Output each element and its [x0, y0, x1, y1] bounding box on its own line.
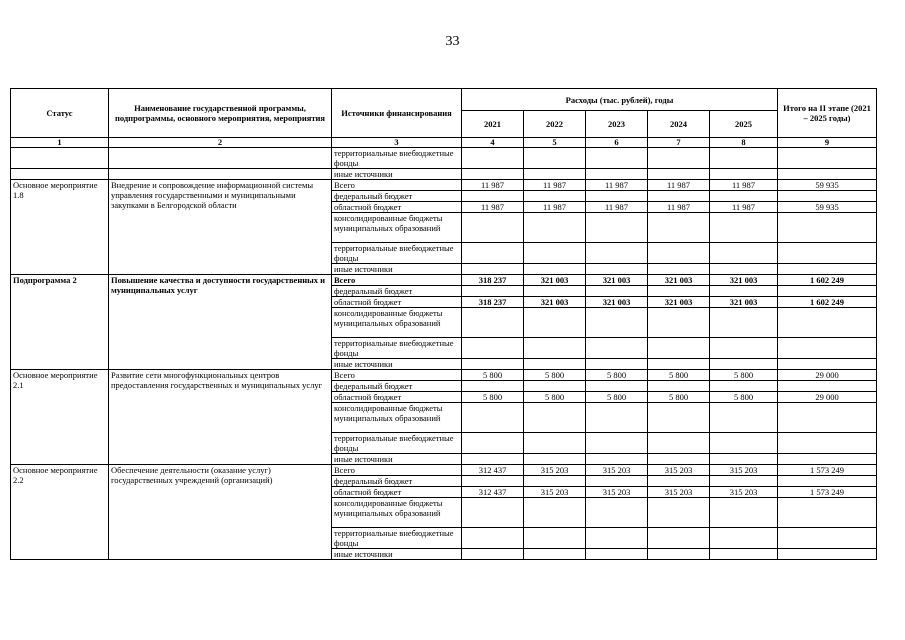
value-cell: 11 987 [462, 180, 524, 191]
value-cell [462, 338, 524, 359]
source-cell: иные источники [332, 454, 462, 465]
value-cell [462, 308, 524, 338]
value-cell [710, 433, 778, 454]
source-cell: областной бюджет [332, 297, 462, 308]
source-cell: федеральный бюджет [332, 191, 462, 202]
value-cell [524, 359, 586, 370]
value-cell [710, 454, 778, 465]
value-cell [462, 528, 524, 549]
value-cell [648, 359, 710, 370]
value-cell [586, 191, 648, 202]
value-cell [648, 338, 710, 359]
total-cell: 1 573 249 [778, 465, 877, 476]
status-cell: Основное мероприятие 2.1 [11, 370, 109, 465]
value-cell [710, 549, 778, 560]
value-cell: 315 203 [586, 465, 648, 476]
status-cell [11, 169, 109, 180]
value-cell [648, 243, 710, 264]
value-cell [524, 213, 586, 243]
status-cell [11, 148, 109, 169]
column-number: 7 [648, 138, 710, 148]
total-cell: 59 935 [778, 202, 877, 213]
value-cell [648, 433, 710, 454]
value-cell [524, 308, 586, 338]
total-cell [778, 338, 877, 359]
value-cell [586, 433, 648, 454]
value-cell [524, 338, 586, 359]
table-row [11, 275, 877, 286]
source-cell: иные источники [332, 264, 462, 275]
value-cell [586, 308, 648, 338]
value-cell [524, 476, 586, 487]
value-cell [648, 528, 710, 549]
value-cell: 321 003 [648, 275, 710, 286]
value-cell: 5 800 [586, 392, 648, 403]
value-cell [524, 454, 586, 465]
value-cell: 11 987 [710, 180, 778, 191]
total-cell [778, 243, 877, 264]
source-cell: областной бюджет [332, 202, 462, 213]
value-cell [524, 403, 586, 433]
total-cell [778, 498, 877, 528]
total-cell [778, 476, 877, 487]
source-cell: территориальные внебюджетные фонды [332, 243, 462, 264]
source-cell: федеральный бюджет [332, 381, 462, 392]
value-cell: 11 987 [648, 202, 710, 213]
header-year: 2024 [648, 111, 710, 138]
value-cell: 321 003 [710, 275, 778, 286]
value-cell [710, 381, 778, 392]
value-cell: 315 203 [586, 487, 648, 498]
total-cell [778, 433, 877, 454]
funding-table [10, 88, 877, 560]
total-cell [778, 403, 877, 433]
total-cell: 1 573 249 [778, 487, 877, 498]
value-cell [710, 498, 778, 528]
value-cell: 315 203 [710, 487, 778, 498]
value-cell: 321 003 [710, 297, 778, 308]
value-cell: 321 003 [586, 297, 648, 308]
value-cell: 315 203 [524, 487, 586, 498]
source-cell: областной бюджет [332, 392, 462, 403]
value-cell [462, 476, 524, 487]
value-cell [586, 403, 648, 433]
value-cell [462, 359, 524, 370]
value-cell [648, 381, 710, 392]
value-cell [524, 433, 586, 454]
value-cell: 11 987 [586, 202, 648, 213]
value-cell [586, 528, 648, 549]
value-cell [462, 381, 524, 392]
value-cell: 318 237 [462, 275, 524, 286]
value-cell [524, 191, 586, 202]
column-number: 2 [109, 138, 332, 148]
value-cell: 5 800 [462, 392, 524, 403]
total-cell: 59 935 [778, 180, 877, 191]
source-cell: консолидированные бюджеты муниципальных образований [332, 403, 462, 433]
value-cell: 11 987 [586, 180, 648, 191]
name-cell: Внедрение и сопровождение информационной системы управления государственными и муниципальными закупками в Белгородской области [109, 180, 332, 275]
value-cell [586, 338, 648, 359]
value-cell: 5 800 [524, 370, 586, 381]
value-cell [524, 243, 586, 264]
header-year: 2021 [462, 111, 524, 138]
value-cell [462, 454, 524, 465]
value-cell [462, 191, 524, 202]
total-cell: 29 000 [778, 392, 877, 403]
value-cell [710, 476, 778, 487]
value-cell [462, 286, 524, 297]
value-cell: 321 003 [586, 275, 648, 286]
value-cell: 11 987 [710, 202, 778, 213]
header-expenses: Расходы (тыс. рублей), годы [462, 89, 778, 111]
source-cell: консолидированные бюджеты муниципальных образований [332, 213, 462, 243]
table-row [11, 370, 877, 381]
total-cell [778, 308, 877, 338]
value-cell [710, 191, 778, 202]
source-cell: федеральный бюджет [332, 286, 462, 297]
value-cell [648, 498, 710, 528]
value-cell: 5 800 [710, 370, 778, 381]
total-cell [778, 191, 877, 202]
value-cell [710, 528, 778, 549]
source-cell: территориальные внебюджетные фонды [332, 528, 462, 549]
table-row [11, 465, 877, 476]
column-number: 4 [462, 138, 524, 148]
value-cell: 315 203 [710, 465, 778, 476]
total-cell [778, 264, 877, 275]
value-cell [648, 286, 710, 297]
value-cell [462, 243, 524, 264]
total-cell: 29 000 [778, 370, 877, 381]
header-sources: Источники финансирования [332, 89, 462, 138]
value-cell [462, 498, 524, 528]
column-number: 5 [524, 138, 586, 148]
value-cell: 5 800 [648, 392, 710, 403]
value-cell [648, 308, 710, 338]
source-cell: территориальные внебюджетные фонды [332, 338, 462, 359]
total-cell [778, 286, 877, 297]
value-cell: 318 237 [462, 297, 524, 308]
value-cell: 315 203 [524, 465, 586, 476]
status-cell: Основное мероприятие 2.2 [11, 465, 109, 560]
total-cell [778, 528, 877, 549]
value-cell [710, 338, 778, 359]
source-cell: территориальные внебюджетные фонды [332, 433, 462, 454]
total-cell [778, 213, 877, 243]
value-cell [710, 308, 778, 338]
table-row [11, 169, 877, 180]
page-number: 33 [445, 34, 460, 49]
total-cell [778, 359, 877, 370]
value-cell [524, 286, 586, 297]
column-number: 3 [332, 138, 462, 148]
status-cell: Основное мероприятие 1.8 [11, 180, 109, 275]
source-cell: областной бюджет [332, 487, 462, 498]
total-cell: 1 602 249 [778, 297, 877, 308]
total-cell [778, 454, 877, 465]
value-cell [648, 476, 710, 487]
value-cell [648, 264, 710, 275]
source-cell: Всего [332, 465, 462, 476]
value-cell [586, 213, 648, 243]
value-cell: 321 003 [524, 275, 586, 286]
header-year: 2025 [710, 111, 778, 138]
column-numbers-row [11, 138, 877, 148]
header-total: Итого на II этапе (2021 – 2025 годы) [778, 89, 877, 138]
value-cell [710, 359, 778, 370]
table-row [11, 180, 877, 191]
source-cell: Всего [332, 370, 462, 381]
source-cell: консолидированные бюджеты муниципальных образований [332, 308, 462, 338]
value-cell: 315 203 [648, 465, 710, 476]
value-cell [586, 498, 648, 528]
value-cell: 5 800 [648, 370, 710, 381]
value-cell [462, 213, 524, 243]
total-cell: 1 602 249 [778, 275, 877, 286]
column-number: 1 [11, 138, 109, 148]
value-cell: 5 800 [462, 370, 524, 381]
total-cell [778, 381, 877, 392]
value-cell [524, 498, 586, 528]
source-cell: иные источники [332, 169, 462, 180]
source-cell: территориальные внебюджетные фонды [332, 148, 462, 169]
value-cell [710, 286, 778, 297]
value-cell [710, 403, 778, 433]
value-cell: 312 437 [462, 487, 524, 498]
value-cell [710, 264, 778, 275]
value-cell [648, 549, 710, 560]
value-cell [710, 213, 778, 243]
source-cell: консолидированные бюджеты муниципальных образований [332, 498, 462, 528]
header-status: Статус [11, 89, 109, 138]
source-cell: Всего [332, 180, 462, 191]
status-cell: Подпрограмма 2 [11, 275, 109, 370]
value-cell [586, 243, 648, 264]
name-cell [109, 148, 332, 169]
header-name: Наименование государственной программы, подпрограммы, основного мероприятия, мероприятия [109, 89, 332, 138]
value-cell [524, 528, 586, 549]
source-cell: иные источники [332, 549, 462, 560]
value-cell [586, 381, 648, 392]
value-cell [462, 433, 524, 454]
source-cell: Всего [332, 275, 462, 286]
column-number: 9 [778, 138, 877, 148]
name-cell [109, 169, 332, 180]
name-cell: Развитие сети многофункциональных центров предоставления государственных и муниципальных услуг [109, 370, 332, 465]
value-cell [524, 549, 586, 560]
value-cell [586, 454, 648, 465]
value-cell [586, 476, 648, 487]
value-cell [648, 191, 710, 202]
header-year: 2022 [524, 111, 586, 138]
value-cell: 315 203 [648, 487, 710, 498]
value-cell [586, 359, 648, 370]
value-cell: 5 800 [586, 370, 648, 381]
value-cell [462, 264, 524, 275]
value-cell: 321 003 [524, 297, 586, 308]
value-cell: 312 437 [462, 465, 524, 476]
source-cell: федеральный бюджет [332, 476, 462, 487]
value-cell: 321 003 [648, 297, 710, 308]
value-cell [710, 243, 778, 264]
value-cell: 5 800 [710, 392, 778, 403]
value-cell [462, 403, 524, 433]
value-cell: 5 800 [524, 392, 586, 403]
value-cell [524, 264, 586, 275]
value-cell [462, 549, 524, 560]
name-cell: Повышение качества и доступности государственных и муниципальных услуг [109, 275, 332, 370]
table-row [11, 148, 877, 169]
column-number: 6 [586, 138, 648, 148]
value-cell: 11 987 [524, 202, 586, 213]
value-cell [648, 403, 710, 433]
value-cell [648, 213, 710, 243]
value-cell [648, 454, 710, 465]
value-cell: 11 987 [462, 202, 524, 213]
value-cell [586, 286, 648, 297]
name-cell: Обеспечение деятельности (оказание услуг) государственных учреждений (организаций) [109, 465, 332, 560]
total-cell [778, 549, 877, 560]
value-cell: 11 987 [648, 180, 710, 191]
value-cell [586, 264, 648, 275]
value-cell: 11 987 [524, 180, 586, 191]
column-number: 8 [710, 138, 778, 148]
value-cell [524, 381, 586, 392]
source-cell: иные источники [332, 359, 462, 370]
header-year: 2023 [586, 111, 648, 138]
value-cell [586, 549, 648, 560]
